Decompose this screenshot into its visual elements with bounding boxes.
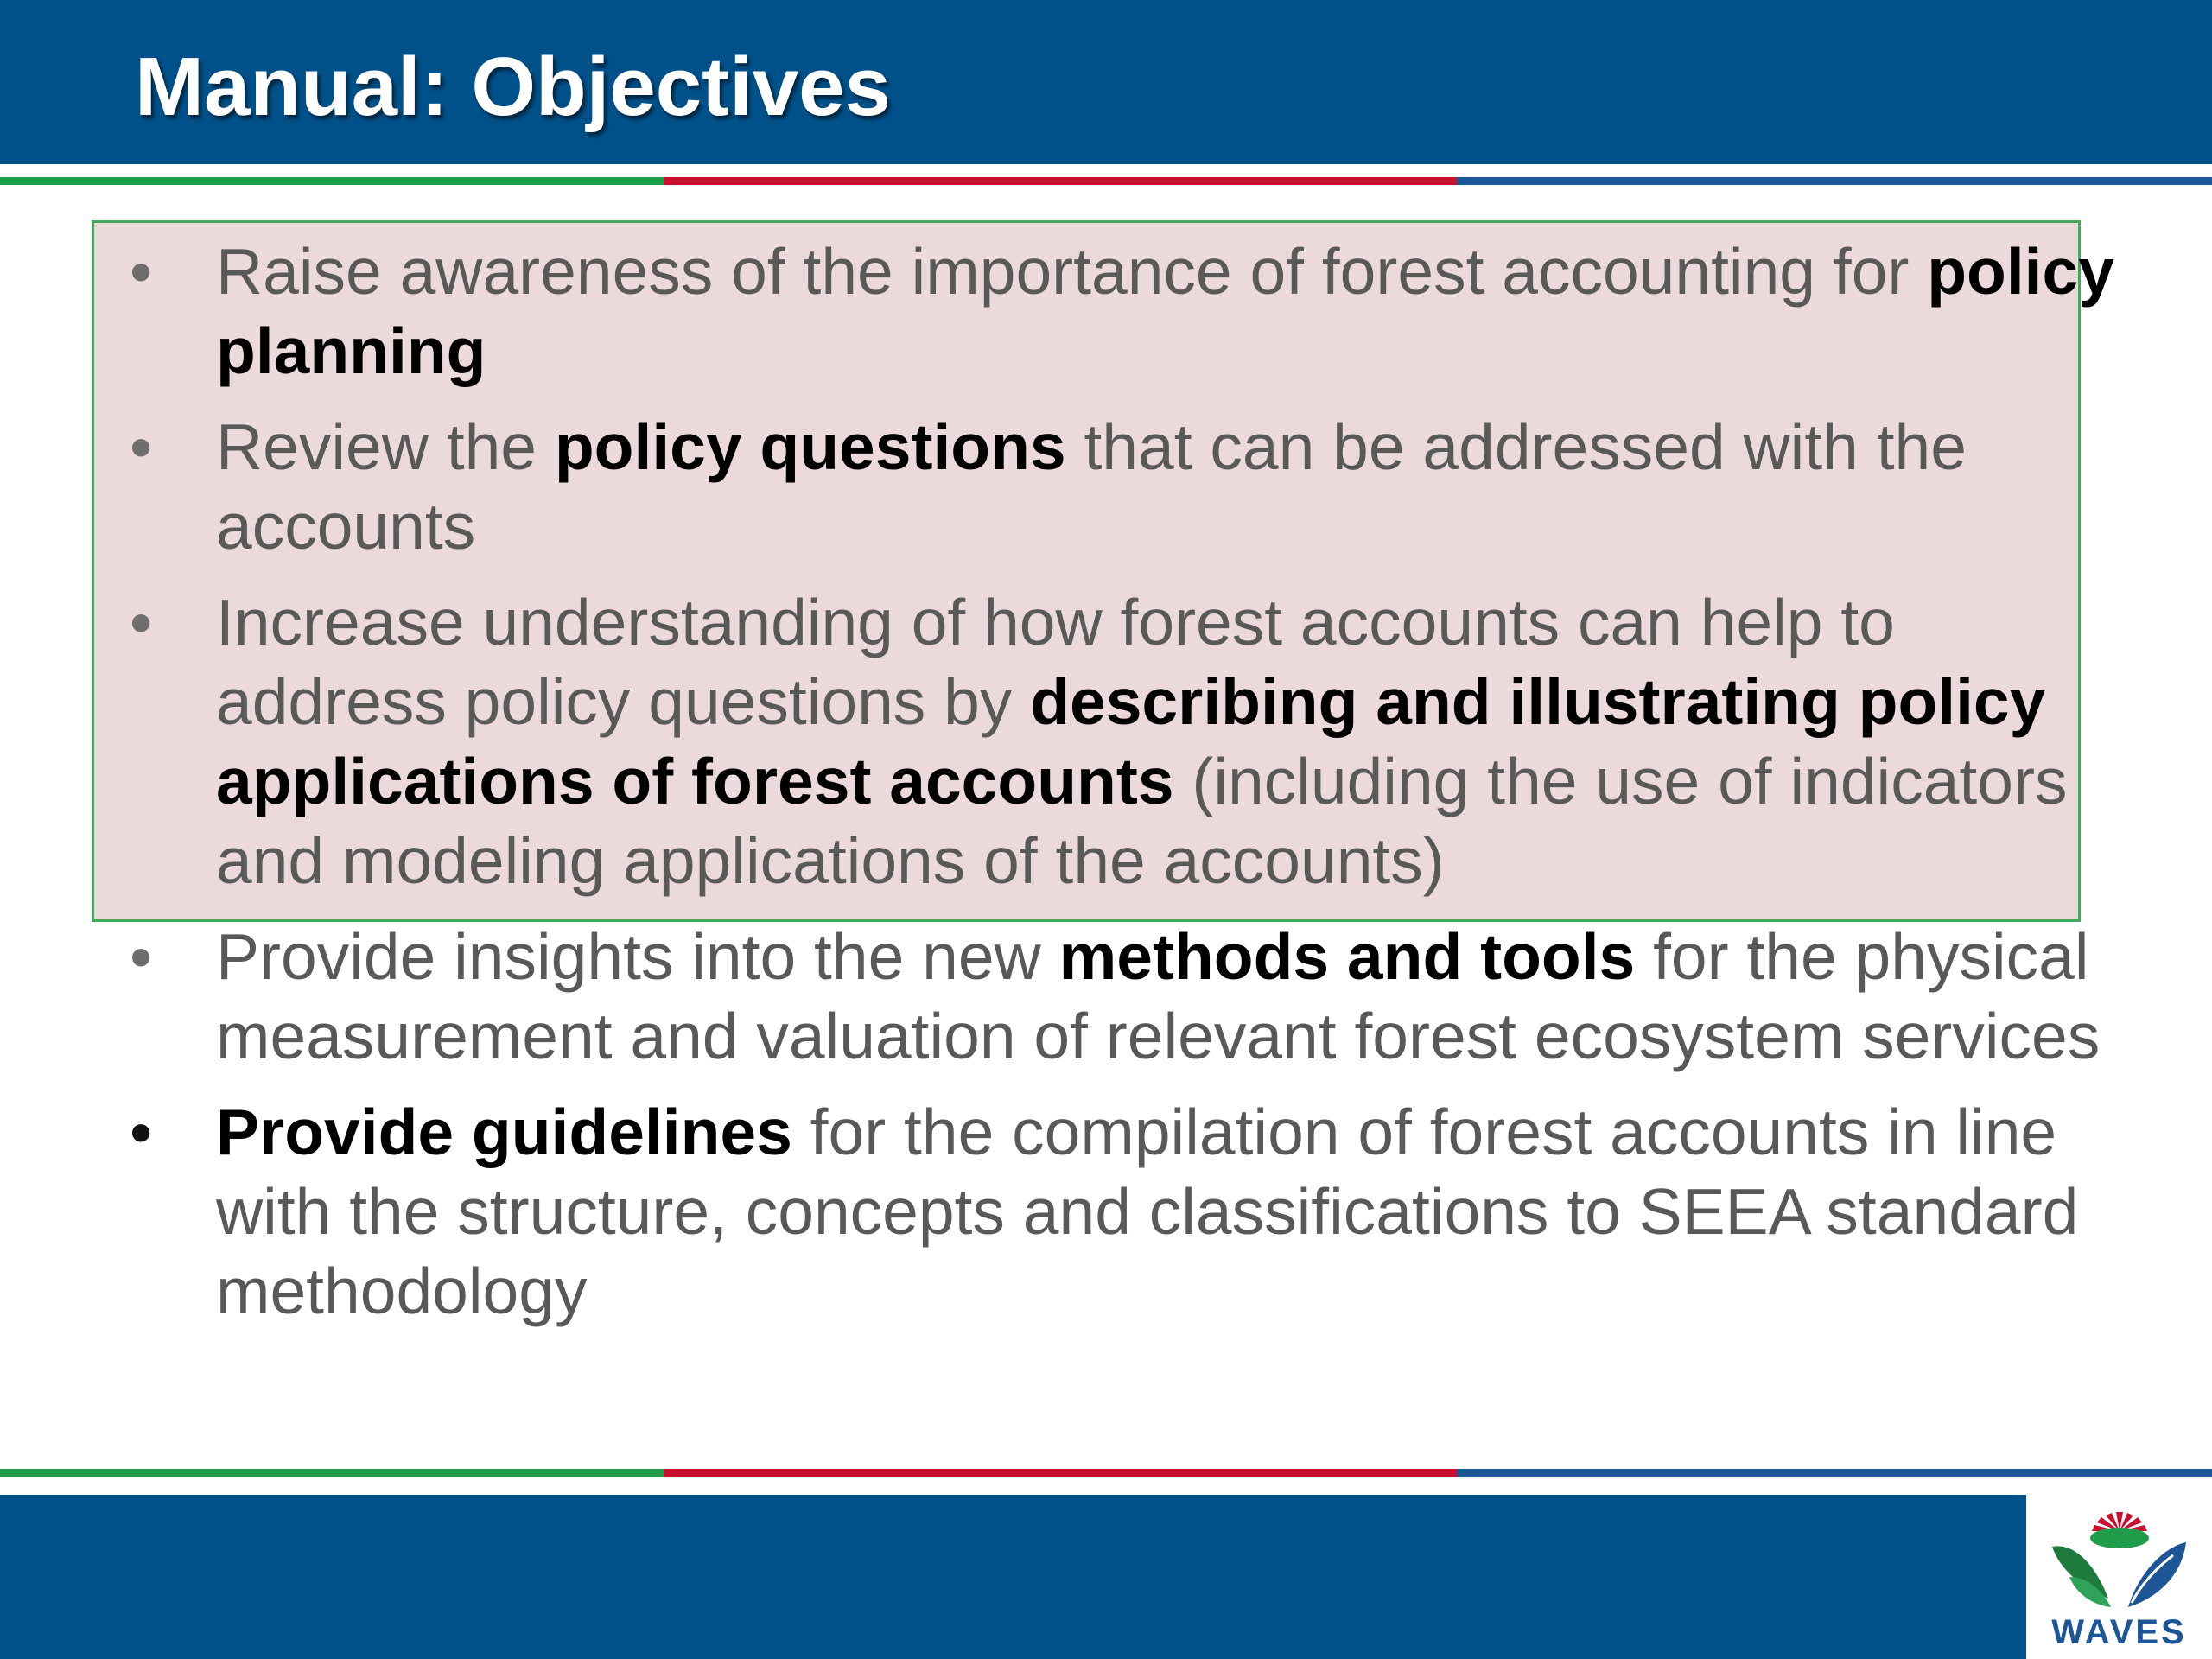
objective-text: for the physical measurement and valuation of relevant forest ecosystem services (216, 920, 2101, 1072)
objective-text: Raise awareness of the importance of forest accounting for (216, 235, 1928, 308)
top-stripe-red (664, 177, 1457, 185)
objective-item (130, 232, 2134, 391)
objective-text: that can be addressed with the accounts (216, 410, 1967, 563)
objective-emphasis: Provide guidelines (216, 1096, 792, 1168)
bottom-stripe-green (0, 1469, 664, 1477)
top-stripe-green (0, 177, 664, 185)
objective-text: (including the use of indicators and modeling applications of the accounts) (216, 745, 2068, 897)
objectives-list (130, 232, 2134, 1347)
objective-emphasis: policy questions (554, 410, 1066, 483)
slide-title: Manual: Objectives (135, 41, 891, 133)
objective-item (130, 1092, 2134, 1331)
title-bar (0, 0, 2212, 164)
objective-text: Provide insights into the new (216, 920, 1059, 993)
footer-bar (0, 1495, 2026, 1659)
logo-text: WAVES (2051, 1613, 2187, 1651)
bottom-stripe-red (664, 1469, 1457, 1477)
top-stripe-blue (1457, 177, 2212, 185)
objective-emphasis: methods and tools (1058, 920, 1636, 993)
bullet-icon: • (130, 586, 153, 658)
objective-emphasis: describing and illustrating policy applications of forest accounts (216, 665, 2046, 817)
objective-emphasis: policy planning (216, 235, 2114, 387)
leaf-icon (2026, 1495, 2212, 1624)
bullet-icon: • (130, 1096, 153, 1168)
bullet-icon: • (130, 235, 153, 308)
waves-logo (2026, 1495, 2212, 1659)
objective-text: Review the (216, 410, 555, 483)
objective-text: Increase understanding of how forest accounts can help to address policy questions by (216, 586, 1895, 738)
bottom-stripe-blue (1457, 1469, 2212, 1477)
bullet-icon: • (130, 920, 153, 993)
objective-text: for the compilation of forest accounts in line with the structure, concepts and classifications to SEEA standard methodology (216, 1096, 2079, 1327)
objective-item (130, 917, 2134, 1076)
bullet-icon: • (130, 410, 153, 483)
objective-item (130, 582, 2134, 900)
objective-item (130, 407, 2134, 566)
